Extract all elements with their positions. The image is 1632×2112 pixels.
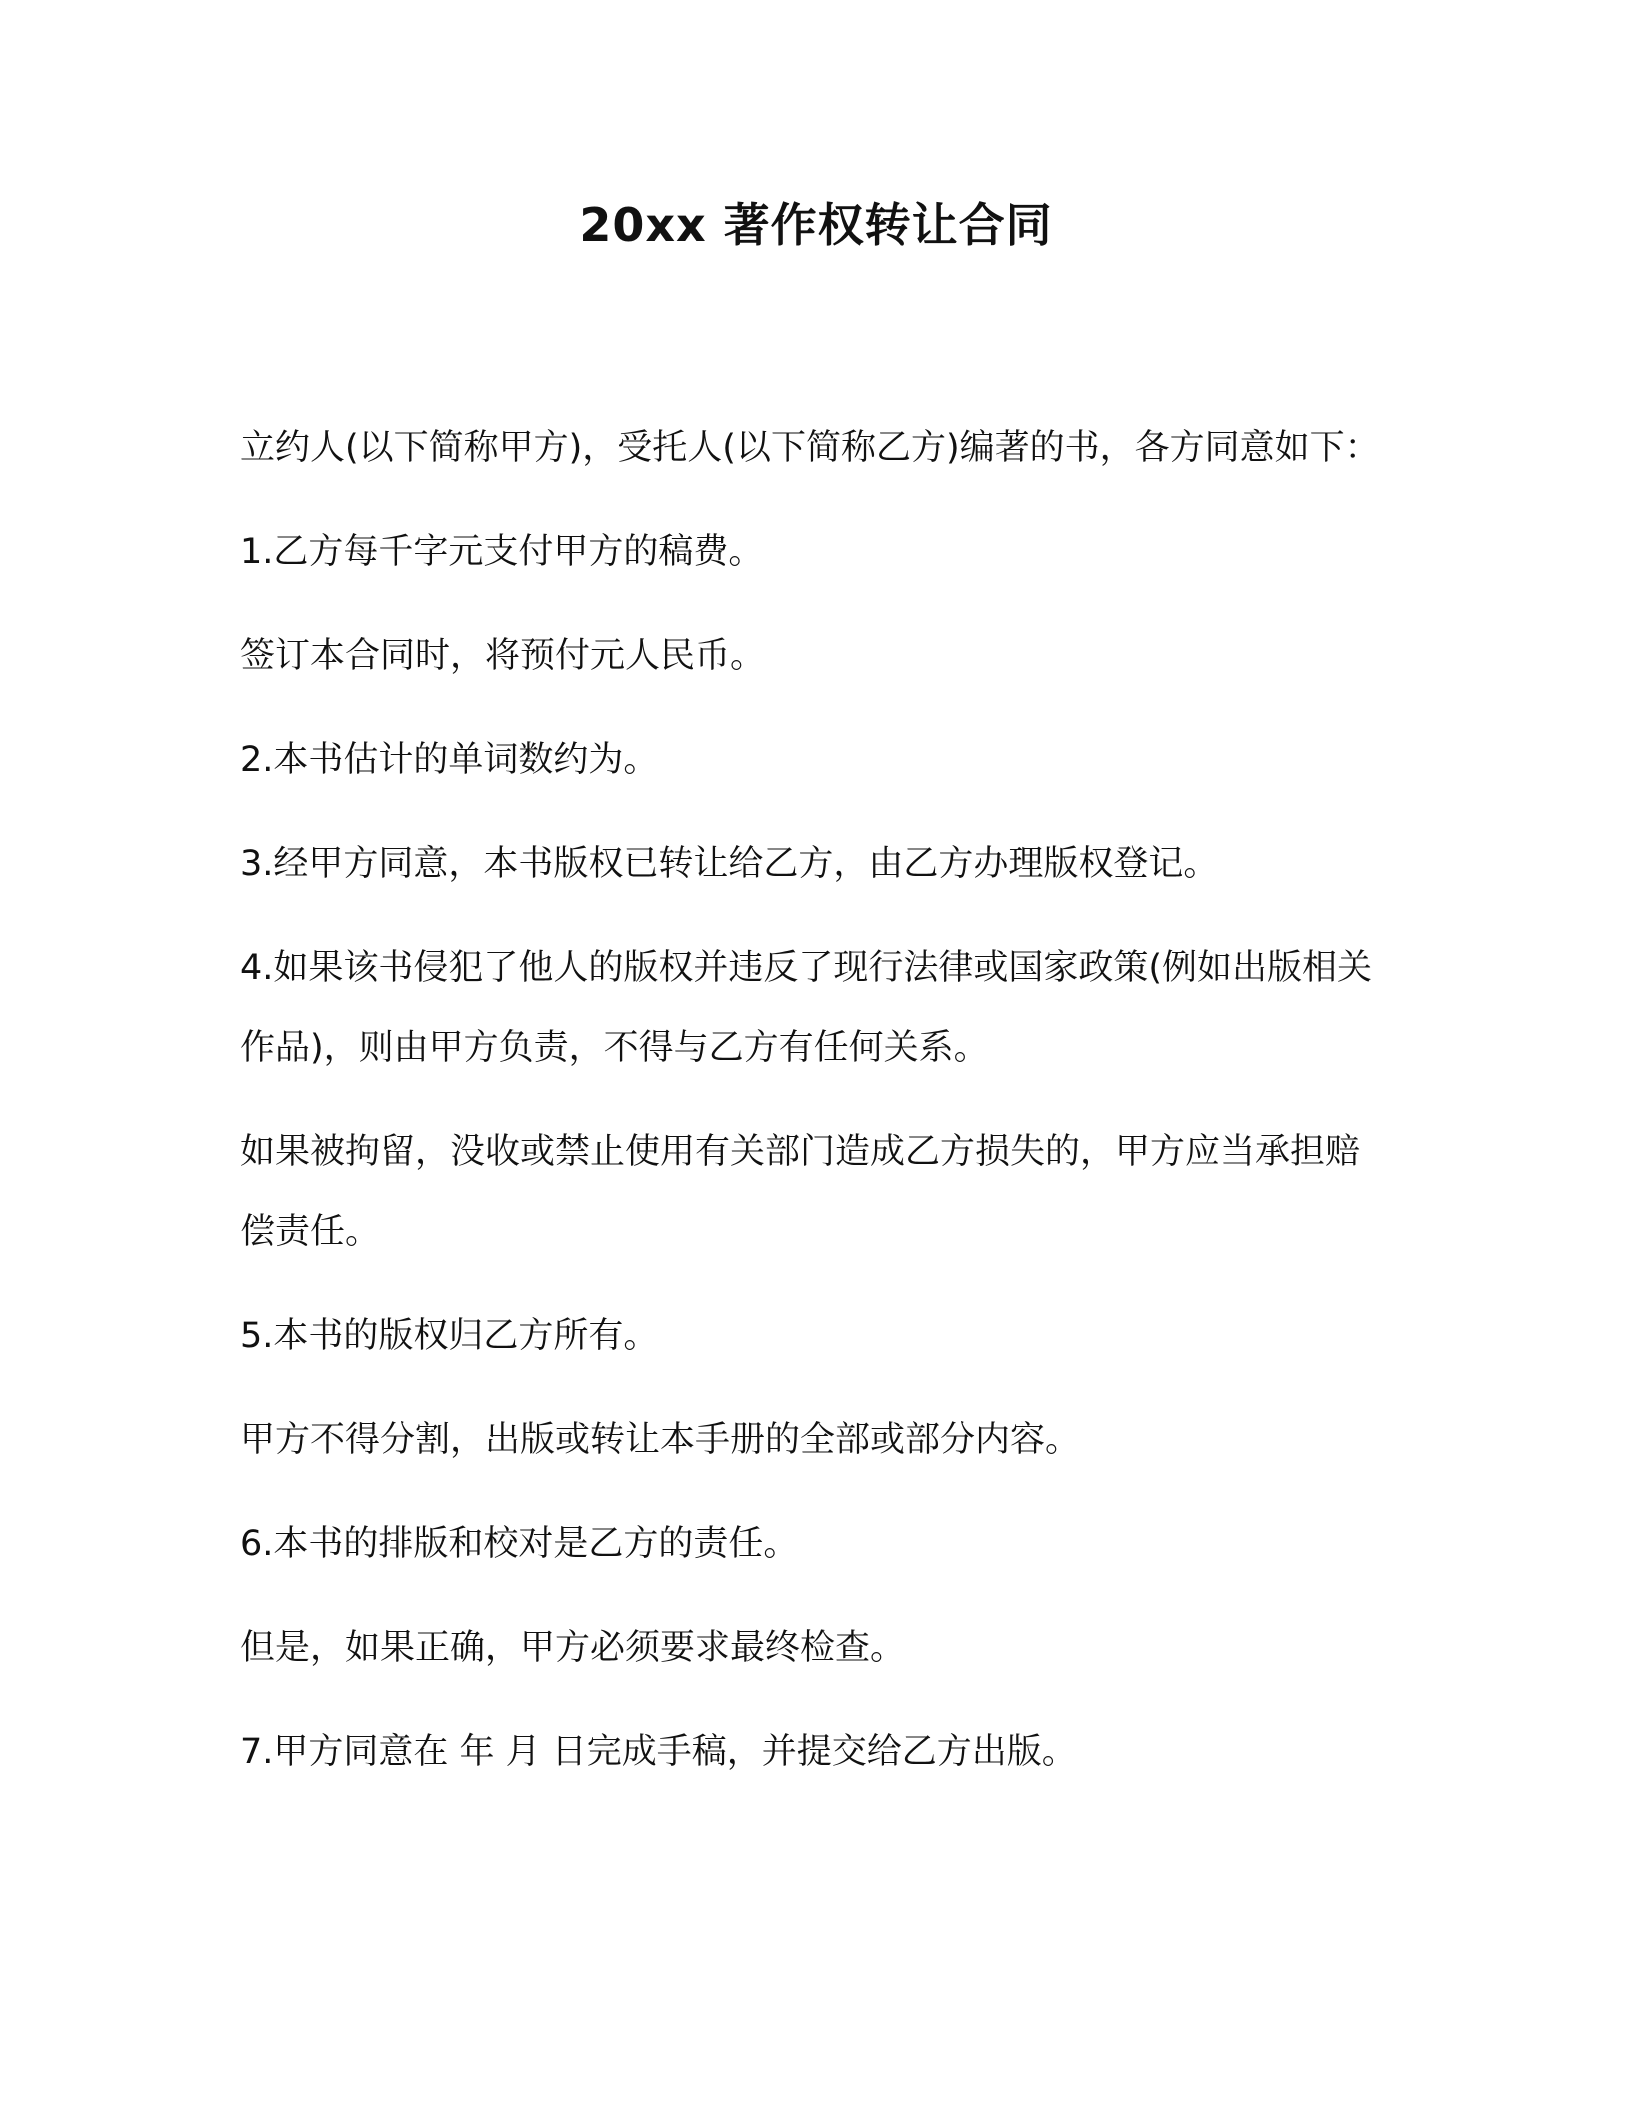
paragraph-clause-5: 5.本书的版权归乙方所有。 <box>240 1316 659 1356</box>
paragraph-clause-1-advance: 签订本合同时，将预付元人民币。 <box>240 636 766 676</box>
paragraph-clause-2: 2.本书估计的单词数约为。 <box>240 740 659 780</box>
paragraph-preamble: 立约人(以下简称甲方)，受托人(以下简称乙方)编著的书，各方同意如下： <box>240 428 1380 468</box>
paragraph-clause-6: 6.本书的排版和校对是乙方的责任。 <box>240 1524 799 1564</box>
document-body <box>240 408 1390 1816</box>
paragraph-clause-5-restriction: 甲方不得分割，出版或转让本手册的全部或部分内容。 <box>240 1420 1081 1460</box>
paragraph-clause-4: 4.如果该书侵犯了他人的版权并违反了现行法律或国家政策(例如出版相关作品)，则由甲方负责，不得与乙方有任何关系。 <box>240 948 1373 1068</box>
paragraph-clause-1: 1.乙方每千字元支付甲方的稿费。 <box>240 532 764 572</box>
paragraph-clause-7: 7.甲方同意在 年 月 日完成手稿，并提交给乙方出版。 <box>240 1732 1077 1772</box>
paragraph-clause-6-check: 但是，如果正确，甲方必须要求最终检查。 <box>240 1628 906 1668</box>
paragraph-clause-4-liability: 如果被拘留，没收或禁止使用有关部门造成乙方损失的，甲方应当承担赔偿责任。 <box>240 1132 1361 1252</box>
document-title: 20xx 著作权转让合同 <box>579 198 1053 252</box>
paragraph-clause-3: 3.经甲方同意，本书版权已转让给乙方，由乙方办理版权登记。 <box>240 844 1219 884</box>
